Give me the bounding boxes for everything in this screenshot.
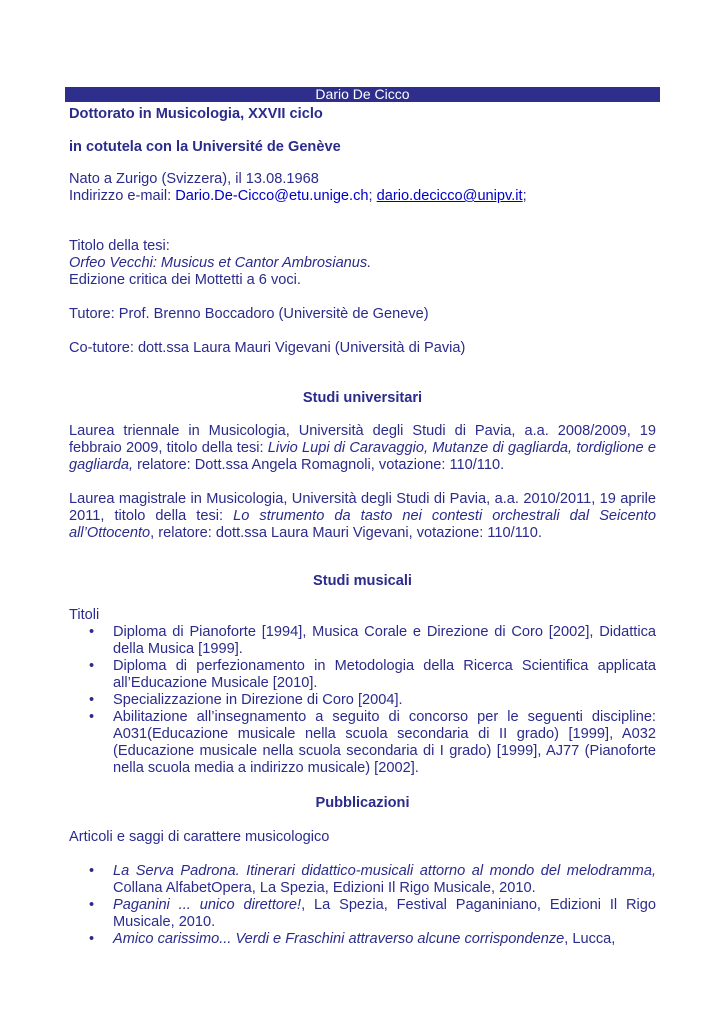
tutor-line: Tutore: Prof. Brenno Boccadoro (Universitè de Geneve): [69, 306, 429, 322]
list-item: [69, 658, 656, 692]
list-item: [69, 863, 656, 897]
bullet: •: [89, 624, 95, 640]
triennale-title: Livio Lupi di Caravaggio, Mutanze di gagliarda, tordiglione e gagliarda,: [69, 440, 656, 473]
title-item-text: Abilitazione all’insegnamento a seguito di concorso per le seguenti discipline: A031(Educazione musicale nella scuola secondaria di II grado) [1999], A032 (Educazione musicale nella scuola secondaria di I grado) [1999], AJ77 (Pianoforte nella scuola media a indirizzo musicale) [2002].: [113, 709, 656, 776]
doctorate-line: Dottorato in Musicologia, XXVII ciclo: [69, 106, 323, 122]
cotutela-line: in cotutela con la Université de Genève: [69, 139, 341, 155]
publications-heading: Pubblicazioni: [315, 795, 410, 811]
title-item-text: Specializzazione in Direzione di Coro [2004].: [113, 692, 403, 708]
header-bar: [65, 87, 660, 102]
articles-subheading: Articoli e saggi di carattere musicologico: [69, 829, 330, 845]
email-link-unige[interactable]: Dario.De-Cicco@etu.unige.ch: [175, 188, 369, 204]
titles-list: [69, 624, 656, 777]
publication-details: , La Spezia, Festival Paganiniano, Edizioni Il Rigo Musicale, 2010.: [113, 897, 657, 930]
magistrale-details: , relatore: dott.ssa Laura Mauri Vigevani, votazione: 110/110.: [150, 525, 542, 541]
publication-details: Collana AlfabetOpera, La Spezia, Edizioni Il Rigo Musicale, 2010.: [113, 880, 536, 896]
publication-title: La Serva Padrona. Itinerari didattico-musicali attorno al mondo del melodramma,: [113, 863, 656, 879]
author-name: Dario De Cicco: [315, 86, 410, 102]
publication-details: , Lucca,: [564, 931, 616, 947]
bullet: •: [89, 709, 95, 725]
bullet: •: [89, 863, 95, 879]
bullet: •: [89, 897, 95, 913]
triennale-paragraph: [69, 423, 656, 474]
email-separator: ;: [368, 188, 377, 204]
cotutor-line: Co-tutore: dott.ssa Laura Mauri Vigevani (Università di Pavia): [69, 340, 466, 356]
bullet: •: [89, 931, 95, 947]
publication-title: Amico carissimo... Verdi e Fraschini attraverso alcune corrispondenze: [113, 931, 565, 947]
email-link-unipv[interactable]: dario.decicco@unipv.it: [376, 188, 523, 204]
list-item: [69, 692, 656, 709]
email-line: [69, 188, 656, 205]
thesis-label: Titolo della tesi:: [69, 238, 170, 254]
university-heading: Studi universitari: [302, 390, 423, 406]
title-item-text: Diploma di Pianoforte [1994], Musica Corale e Direzione di Coro [2002], Didattica della Musica [1999].: [113, 624, 656, 657]
thesis-subtitle: Edizione critica dei Mottetti a 6 voci.: [69, 272, 301, 288]
titles-label: Titoli: [69, 607, 100, 623]
bullet: •: [89, 692, 95, 708]
thesis-title-text: Orfeo Vecchi: Musicus et Cantor Ambrosianus.: [69, 255, 372, 271]
publications-list: [69, 863, 656, 948]
list-item: [69, 897, 656, 931]
bullet: •: [89, 658, 95, 674]
thesis-title: [69, 255, 656, 272]
music-heading: Studi musicali: [313, 573, 412, 589]
email-label: Indirizzo e-mail:: [69, 188, 176, 204]
magistrale-text: Laurea magistrale in Musicologia, Università degli Studi di Pavia, a.a. 2010/2011, 19 aprile 2011, titolo della tesi:: [69, 491, 656, 524]
triennale-details: relatore: Dott.ssa Angela Romagnoli, votazione: 110/110.: [133, 457, 505, 473]
magistrale-paragraph: [69, 491, 656, 542]
triennale-text: Laurea triennale in Musicologia, Università degli Studi di Pavia, a.a. 2008/2009, 19 febbraio 2009, titolo della tesi:: [69, 423, 656, 456]
list-item: [69, 624, 656, 658]
magistrale-title: Lo strumento da tasto nei contesti orchestrali dal Seicento all’Ottocento: [69, 508, 656, 541]
list-item: [69, 931, 656, 948]
publication-title: Paganini ... unico direttore!: [113, 897, 302, 913]
title-item-text: Diploma di perfezionamento in Metodologia della Ricerca Scientifica applicata all’Educazione Musicale [2010].: [113, 658, 656, 691]
birth-line: Nato a Zurigo (Svizzera), il 13.08.1968: [69, 171, 319, 187]
email-end: ;: [522, 188, 527, 204]
list-item: [69, 709, 656, 777]
